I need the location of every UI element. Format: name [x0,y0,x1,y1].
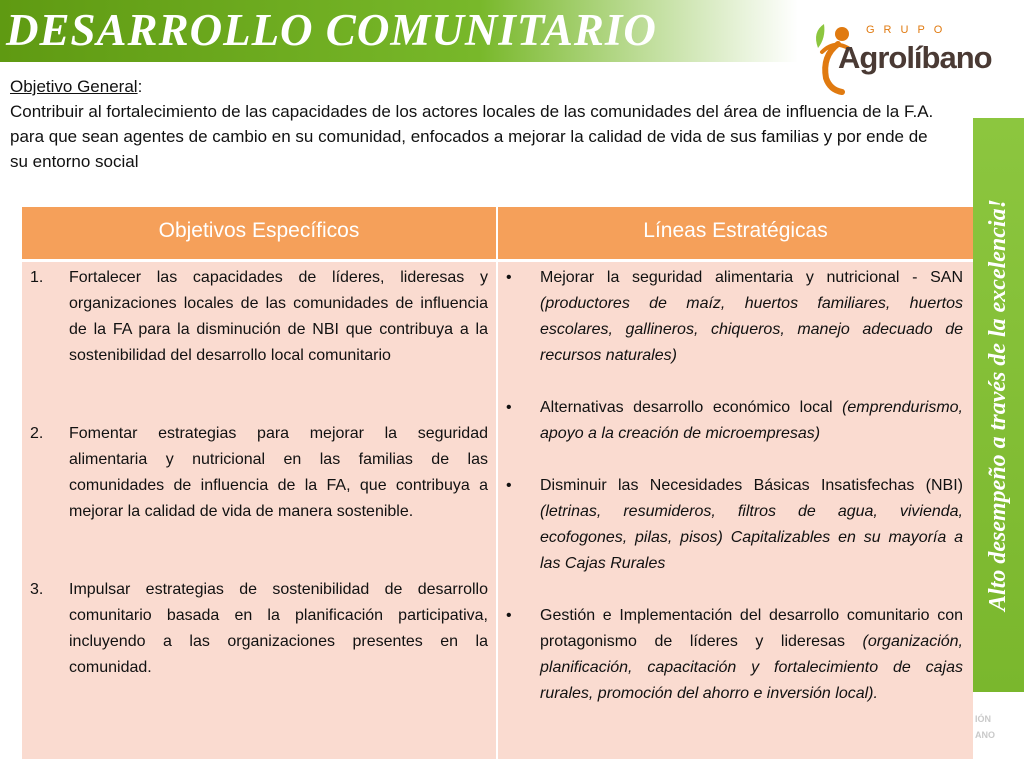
line-detail: (letrinas, resumideros, filtros de agua, vivienda, ecofogones, pilas, pisos) Capitalizables en su mayoría a las Cajas Rurales [540,503,963,572]
list-item [506,395,963,447]
strategic-lines-column [506,265,963,707]
title-banner [0,0,798,62]
objective-text-part: Contribuir al fortalecimiento de las [10,102,272,121]
list-item [506,603,963,707]
line-text: Gestión e Implementación del desarrollo comunitario con protagonismo de líderes y lideresas [540,607,963,650]
general-objective-label: Objetivo General [10,77,138,96]
line-text: Disminuir las Necesidades Básicas Insatisfechas (NBI) [540,477,963,494]
column-divider [496,207,498,759]
side-slogan: Alto desempeño a través de la excelencia! [985,199,1011,611]
bullet-marker: • [506,607,512,624]
list-item [506,265,963,369]
line-detail: (productores de maíz, huertos familiares, huertos escolares, gallineros, chiqueros, manejo adecuado de recursos naturales) [540,295,963,364]
logo-name-text: Agrolíbano [838,40,992,75]
bullet-marker: • [506,269,512,286]
header-strategic-lines: Líneas Estratégicas [498,207,973,259]
list-item [30,577,488,681]
objective-text: Impulsar estrategias de sostenibilidad de desarrollo comunitario basada en la planificación participativa, incluyendo a las organizaciones presentes en la comunidad. [69,581,488,676]
general-objective-text [10,99,950,174]
list-marker: 3. [30,581,44,598]
specific-objectives-column [30,265,488,681]
side-slogan-band [973,118,1024,692]
bullet-marker: • [506,477,512,494]
objective-text: Fomentar estrategias para mejorar la seguridad alimentaria y nutricional en las familias de las comunidades de influencia de la FA, que contribuya a mejorar la calidad de vida de manera sostenible. [69,425,488,520]
list-item [506,473,963,577]
faint-footer-text: ANO [975,730,995,740]
faint-footer-text: IÓN [975,714,992,724]
line-detail: (emprendurismo, apoyo a la creación de microempresas) [540,399,963,442]
list-marker: 1. [30,269,44,286]
objective-text: Fortalecer las capacidades de líderes, lideresas y organizaciones locales de las comunidades de influencia de la FA para la disminución de NBI que contribuya a la sostenibilidad del desarrollo local comunitario [69,269,488,364]
list-marker: 2. [30,425,44,442]
header-specific-objectives: Objetivos Específicos [22,207,496,259]
general-objective-colon: : [137,77,143,96]
objectives-table [22,207,973,759]
header-divider [22,259,973,262]
line-text: Alternativas desarrollo económico local [540,399,843,416]
list-item [30,265,488,369]
line-text: Mejorar la seguridad alimentaria y nutricional - SAN [540,269,963,286]
objective-highlight: capacidades de los actores locales de las comunidades [271,102,692,121]
logo-grupo-text: GRUPO [866,24,952,36]
list-item [30,421,488,525]
page-title: DESARROLLO COMUNITARIO [6,5,657,55]
line-detail: (organización, planificación, capacitación y fortalecimiento de cajas rurales, promoción del ahorro e inversión local). [540,633,963,702]
general-objective [10,74,950,174]
objective-text-part: del área de influencia de la F.A. para que sean agentes de cambio en su comunidad, enfocados a mejorar la calidad de vida de sus familias y por ende de su entorno social [10,102,934,171]
bullet-marker: • [506,399,512,416]
